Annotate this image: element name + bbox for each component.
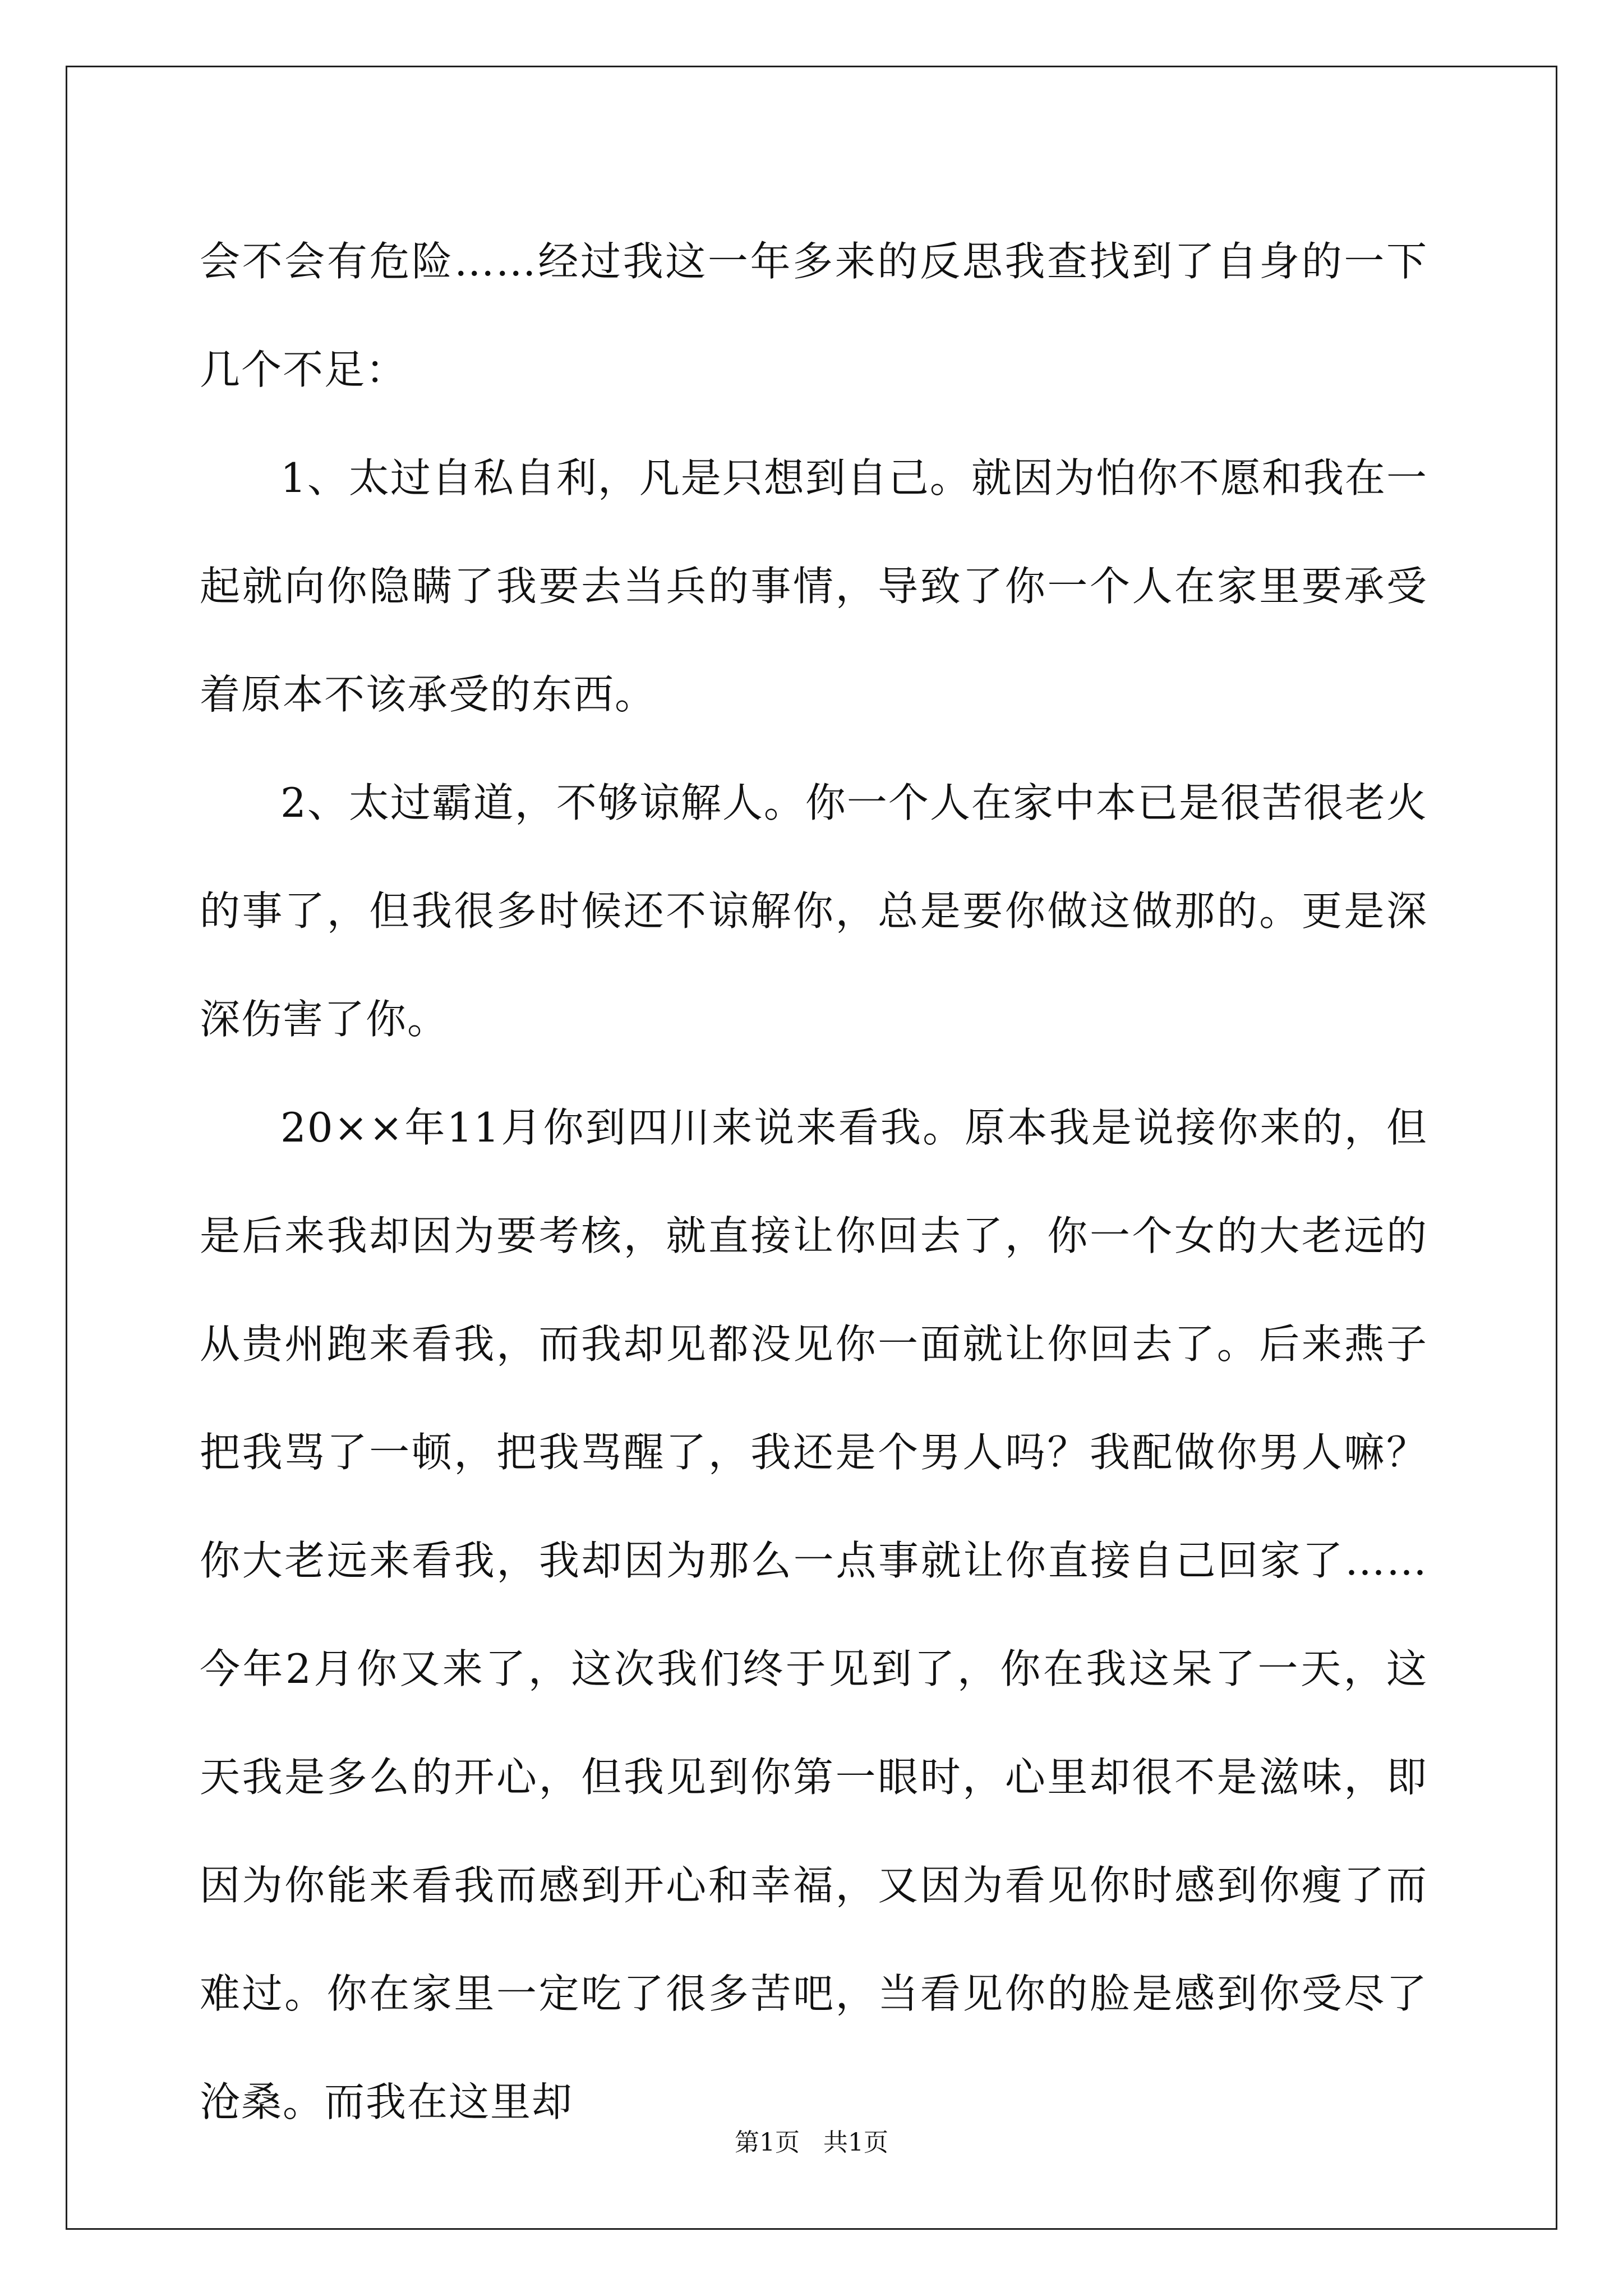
paragraph-2: 1、太过自私自利，凡是只想到自己。就因为怕你不愿和我在一起就向你隐瞒了我要去当兵的事情，导致了你一个人在家里要承受着原本不该承受的东西。 <box>200 454 1428 718</box>
page-footer: 第1页 共1页 <box>735 2128 888 2157</box>
paragraph-3: 2、太过霸道，不够谅解人。你一个人在家中本已是很苦很老火的事了，但我很多时候还不谅解你，总是要你做这做那的。更是深深伤害了你。 <box>200 779 1428 1043</box>
paragraph-1: 会不会有危险……经过我这一年多来的反思我查找到了自身的一下几个不足： <box>200 238 1428 393</box>
paragraph-4: 20××年11月你到四川来说来看我。原本我是说接你来的，但是后来我却因为要考核，就直接让你回去了，你一个女的大老远的从贵州跑来看我，而我却见都没见你一面就让你回去了。后来燕子把我骂了一顿，把我骂醒了，我还是个男人吗？我配做你男人嘛？你大老远来看我，我却因为那么一点事就让你直接自己回家了……今年2月你又来了，这次我们终于见到了，你在我这呆了一天，这天我是多么的开心，但我见到你第一眼时，心里却很不是滋味，即因为你能来看我而感到开心和幸福，又因为看见你时感到你瘦了而难过。你在家里一定吃了很多苦吧，当看见你的脸是感到你受尽了沧桑。而我在这里却 <box>200 1104 1428 2125</box>
document-body <box>200 208 1428 2156</box>
